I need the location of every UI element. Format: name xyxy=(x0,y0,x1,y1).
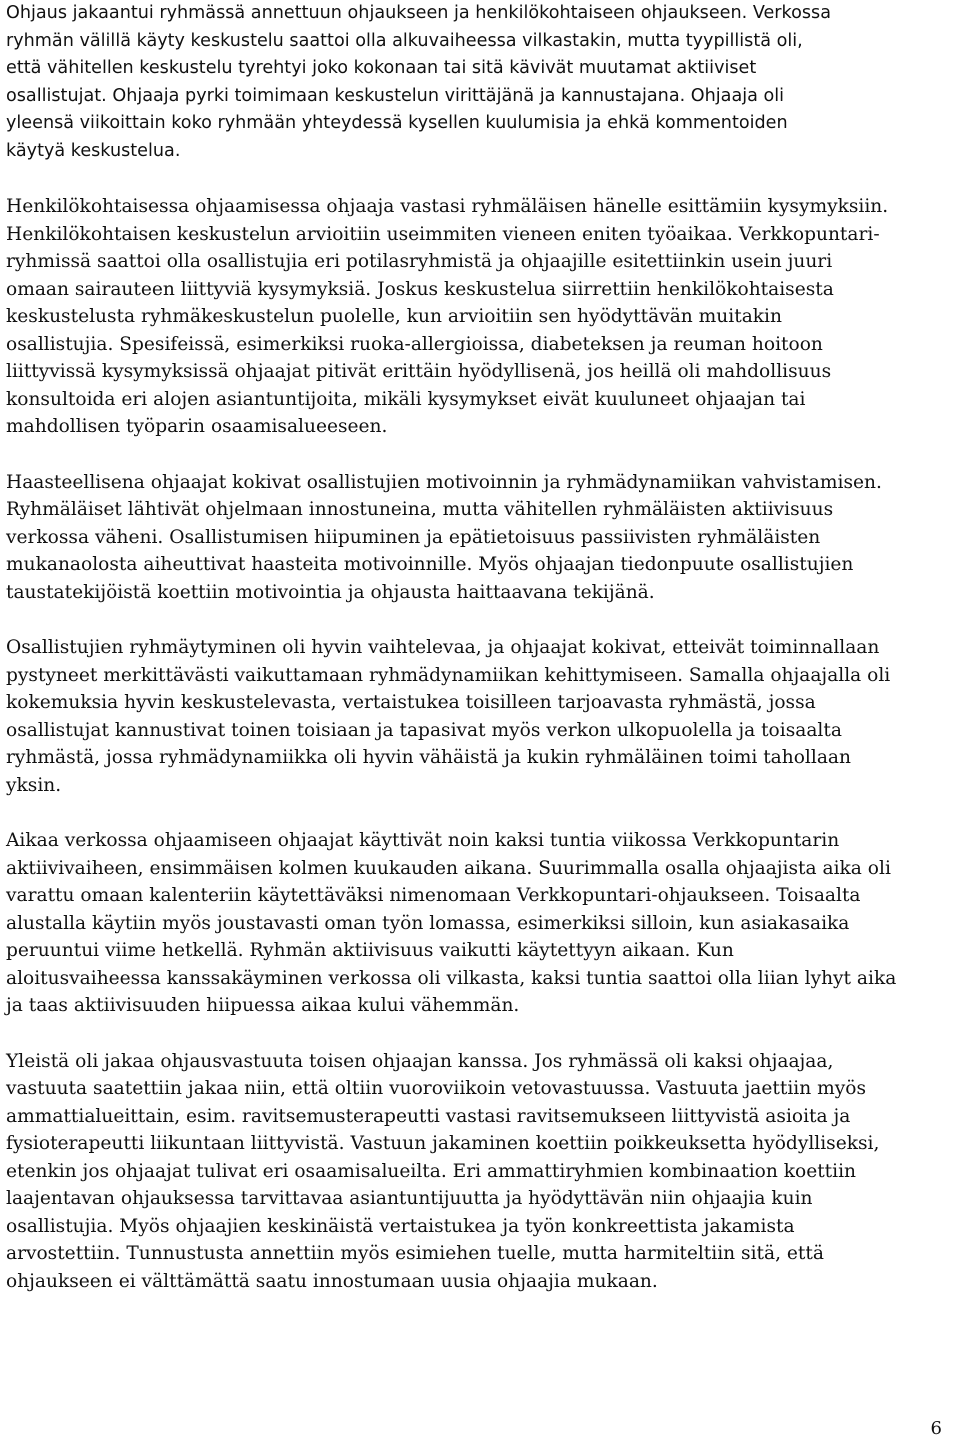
text-line: Henkilökohtaisessa ohjaamisessa ohjaaja vastasi ryhmäläisen hänelle esittämiin kysymyksiin. xyxy=(6,196,889,217)
text-line: ryhmissä saattoi olla osallistujia eri potilasryhmistä ja ohjaajille esitettiinkin usein juuri xyxy=(6,251,833,272)
text-line: konsultoida eri alojen asiantuntijoita, mikäli kysymykset eivät kuuluneet ohjaajan tai xyxy=(6,388,806,410)
text-line: vastuuta saatettiin jakaa niin, että oltiin vuoroviikoin vetovastuussa. Vastuuta jaettiin myös xyxy=(6,1078,866,1099)
page-number: 6 xyxy=(930,1418,942,1439)
text-line: mukanaolosta aiheuttivat haasteita motivoinnille. Myös ohjaajan tiedonpuute osallistujien xyxy=(6,554,854,575)
text-line: aloitusvaiheessa kanssakäyminen verkossa oli vilkasta, kaksi tuntia saattoi olla liian lyhyt aika xyxy=(6,967,897,989)
paragraph-personal-guidance xyxy=(6,193,956,441)
text-line: ohjaukseen ei välttämättä saatu innostumaan uusia ohjaajia mukaan. xyxy=(6,1270,658,1292)
text-line: taustatekijöistä koettiin motivointia ja ohjausta haittaavana tekijänä. xyxy=(6,581,655,603)
text-line: yksin. xyxy=(6,774,62,796)
text-line: Ohjaus jakaantui ryhmässä annettuun ohjaukseen ja henkilökohtaiseen ohjaukseen. Verkossa xyxy=(6,3,831,23)
text-line: pystyneet merkittävästi vaikuttamaan ryhmädynamiikan kehittymiseen. Samalla ohjaajalla oli xyxy=(6,664,891,686)
text-line: peruuntui viime hetkellä. Ryhmän aktiivisuus vaikutti käytettyyn aikaan. Kun xyxy=(6,940,734,961)
text-line: Haasteellisena ohjaajat kokivat osallistujien motivoinnin ja ryhmädynamiikan vahvistamisen. xyxy=(6,471,882,493)
text-line: alustalla käytiin myös joustavasti oman työn lomassa, esimerkiksi silloin, kun asiakasaika xyxy=(6,912,850,934)
paragraph-guidance-modes xyxy=(6,0,956,165)
text-line: ja taas aktiivisuuden hiipuessa aikaa kului vähemmän. xyxy=(6,995,520,1016)
text-line: käytyä keskustelua. xyxy=(6,140,181,161)
text-line: fysioterapeutti liikuntaan liittyvistä. Vastuun jakaminen koettiin poikkeuksetta hyödylliseksi, xyxy=(6,1133,880,1154)
text-line: varattu omaan kalenteriin käytettäväksi nimenomaan Verkkopuntari-ohjaukseen. Toisaalta xyxy=(6,885,861,906)
text-line: yleensä viikoittain koko ryhmään yhteydessä kysellen kuulumisia ja ehkä kommentoiden xyxy=(6,113,788,133)
text-line: liittyvissä kysymyksissä ohjaajat pitivät erittäin hyödyllisenä, jos heillä oli mahdollisuus xyxy=(6,361,832,382)
text-line: mahdollisen työparin osaamisalueeseen. xyxy=(6,416,388,437)
text-line: kokemuksia hyvin keskustelevasta, vertaistukea toisilleen tarjoavasta ryhmästä, jossa xyxy=(6,692,816,713)
text-line: että vähitellen keskustelu tyrehtyi joko kokonaan tai sitä kävivät muutamat aktiiviset xyxy=(6,58,757,78)
text-line: Ryhmäläiset lähtivät ohjelmaan innostuneina, mutta vähitellen ryhmäläisten aktiivisuus xyxy=(6,499,834,520)
text-line: osallistujia. Spesifeissä, esimerkiksi ruoka-allergioissa, diabeteksen ja reuman hoitoon xyxy=(6,333,823,355)
text-line: ryhmästä, jossa ryhmädynamiikka oli hyvin vähäistä ja kukin ryhmäläinen toimi tahollaan xyxy=(6,747,851,768)
text-line: laajentavan ohjauksessa tarvittavaa asiantuntijuutta ja hyödyttävän niin ohjaajia kuin xyxy=(6,1188,813,1209)
text-line: keskustelusta ryhmäkeskustelun puolelle, kun arvioitiin sen hyödyttävän muitakin xyxy=(6,306,782,327)
text-line: ammattialueittain, esim. ravitsemusterapeutti vastasi ravitsemukseen liittyvistä asioita ja xyxy=(6,1105,851,1127)
text-line: Yleistä oli jakaa ohjausvastuuta toisen ohjaajan kanssa. Jos ryhmässä oli kaksi ohjaajaa, xyxy=(6,1050,834,1072)
text-line: omaan sairauteen liittyviä kysymyksiä. Joskus keskustelua siirrettiin henkilökohtaisesta xyxy=(6,278,834,300)
text-line: aktiivivaiheen, ensimmäisen kolmen kuukauden aikana. Suurimmalla osalla ohjaajista aika oli xyxy=(6,857,891,879)
paragraph-group-dynamics xyxy=(6,634,956,799)
paragraph-motivation-challenges xyxy=(6,469,956,607)
text-line: Henkilökohtaisen keskustelun arvioitiin useimmiten vieneen eniten työaikaa. Verkkopuntari- xyxy=(6,223,880,245)
text-line: verkossa väheni. Osallistumisen hiipuminen ja epätietoisuus passiivisten ryhmäläisten xyxy=(6,526,821,548)
text-line: ryhmän välillä käyty keskustelu saattoi olla alkuvaiheessa vilkastakin, mutta tyypillistä oli, xyxy=(6,30,803,51)
text-line: osallistujat kannustivat toinen toisiaan ja tapasivat myös verkon ulkopuolella ja toisaalta xyxy=(6,719,842,741)
paragraph-time-use xyxy=(6,827,956,1020)
text-line: Aikaa verkossa ohjaamiseen ohjaajat käyttivät noin kaksi tuntia viikossa Verkkopuntarin xyxy=(6,830,840,851)
document-page xyxy=(6,0,956,1323)
text-line: etenkin jos ohjaajat tulivat eri osaamisalueilta. Eri ammattiryhmien kombinaation koettiin xyxy=(6,1160,857,1182)
paragraph-shared-responsibility xyxy=(6,1048,956,1296)
text-line: Osallistujien ryhmäytyminen oli hyvin vaihtelevaa, ja ohjaajat kokivat, etteivät toiminnallaan xyxy=(6,637,880,658)
text-line: arvostettiin. Tunnustusta annettiin myös esimiehen tuelle, mutta harmiteltiin sitä, että xyxy=(6,1243,824,1264)
text-line: osallistujat. Ohjaaja pyrki toimimaan keskustelun virittäjänä ja kannustajana. Ohjaaja oli xyxy=(6,85,785,106)
text-line: osallistujia. Myös ohjaajien keskinäistä vertaistukea ja työn konkreettista jakamista xyxy=(6,1215,795,1237)
